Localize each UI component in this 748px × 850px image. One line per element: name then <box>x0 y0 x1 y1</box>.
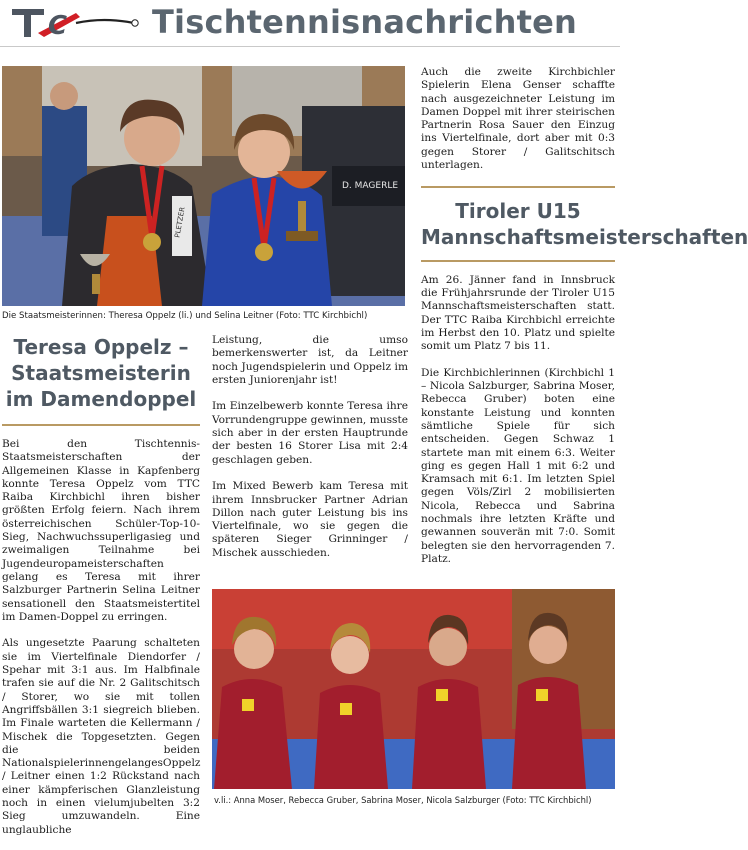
photo-staatsmeisterinnen <box>2 66 405 306</box>
svg-text:D. MAGERLE: D. MAGERLE <box>342 181 399 191</box>
article2-paragraph: Am 26. Jänner fand in Innsbruck die Frühjahrsrunde der Tiroler U15 Mannschaftsmeisterschaften statt. Der TTC Raiba Kirchbichl erreichte im Herbst den 10. Platz und spielte somit um Platz 7 bis 11. <box>421 273 615 353</box>
article2-divider-bottom <box>421 260 615 262</box>
article-staatsmeisterin-col2 <box>212 334 408 573</box>
photo-team <box>212 589 615 789</box>
article-u15-col <box>421 66 748 580</box>
article1-paragraph: Leistung, die umso bemerkenswerter ist, da Leitner noch Jugendspielerin und Oppelz im ersten Juniorenjahr ist! <box>212 334 408 386</box>
article1-divider <box>2 424 200 426</box>
article1-paragraph: Als ungesetzte Paarung schalteten sie im Viertelfinale Diendorfer / Spehar mit 3:1 aus. Im Halbfinale trafen sie auf die Nr. 2 Galitschitsch / Storer, wo sie mit tollen Angriffsbällen 3:1 siegreich blieben. Im Finale warteten die Kellermann / Mischek die Topgesetzten. Gegen die beiden NationalspielerinnengelangesOppelz / Leitner einen 1:2 Rückstand nach einer kämpferischen Glanzleistung noch in einen vielumjubelten 3:2 Sieg umzuwandeln. Eine unglaubliche <box>2 637 201 836</box>
article-staatsmeisterin-col1 <box>2 334 200 850</box>
svg-text:PLETZER: PLETZER <box>173 206 187 239</box>
masthead-title: Tischtennisnachrichten <box>152 3 577 41</box>
svg-text:C: C <box>48 11 68 41</box>
photo-top-caption: Die Staatsmeisterinnen: Theresa Oppelz (li.) und Selina Leitner (Foto: TTC Kirchbichl) <box>2 311 368 321</box>
article1-paragraph: Im Mixed Bewerb kam Teresa mit ihrem Innsbrucker Partner Adrian Dillon nach guter Leistung bis ins Viertelfinale, wo sie gegen die späteren Sieger Grinninger / Mischek ausschieden. <box>212 480 408 559</box>
article2-headline: Tiroler U15 Mannschaftsmeisterschaften <box>421 198 748 249</box>
article1-paragraph: Bei den Tischtennis-Staatsmeisterschaften der Allgemeinen Klasse in Kapfenberg konnte Teresa Oppelz vom TTC Raiba Kirchbichl ihren bisher größten Erfolg feiern. Nach ihrem österreichischen Schüler-Top-10-Sieg, Nachwuchssuperligasieg und zweimaligen Teilnahme bei Jugendeuropameisterschaften gelang es Teresa mit ihrer Salzburger Partnerin Selina Leitner sensationell den Staatsmeistertitel im Damen-Doppel zu erringen. <box>2 438 200 623</box>
article2-paragraph: Die Kirchbichlerinnen (Kirchbichl 1 – Nicola Salzburger, Sabrina Moser, Rebecca Gruber) boten eine konstante Leistung und konnten sämtliche Spiele für sich entscheiden. Gegen Schwaz 1 startete man mit einem 6:3. Weiter ging es gegen Hall 1 mit 6:2 und Kramsach mit 6:1. Im letzten Spiel gegen Völs/Zirl 2 mobilisierten Nicola, Rebecca und Sabrina nochmals ihre letzten Kräfte und gewannen souverän mit 7:0. Somit belegten sie den hervorragenden 7. Platz. <box>421 366 615 565</box>
article1-headline: Teresa Oppelz – Staatsmeisterin im Damendoppel <box>5 335 197 411</box>
club-logo <box>4 3 144 41</box>
article1-lead: Auch die zweite Kirchbichler Spielerin Elena Genser schaffte nach ausgezeichneter Leistung im Damen Doppel mit ihrer steirischen Partnerin Rosa Sauer den Einzug ins Viertelfinale, dort aber mit 0:3 gegen Storer / Galitschitsch unterlagen. <box>421 66 615 172</box>
article2-divider-top <box>421 186 615 188</box>
photo-bottom-caption: v.li.: Anna Moser, Rebecca Gruber, Sabrina Moser, Nicola Salzburger (Foto: TTC Kirchbichl) <box>214 795 592 805</box>
article1-paragraph: Im Einzelbewerb konnte Teresa ihre Vorrundengruppe gewinnen, musste sich aber in der ersten Hauptrunde der besten 16 Storer Lisa mit 2:4 geschlagen geben. <box>212 400 408 466</box>
masthead <box>0 0 620 47</box>
